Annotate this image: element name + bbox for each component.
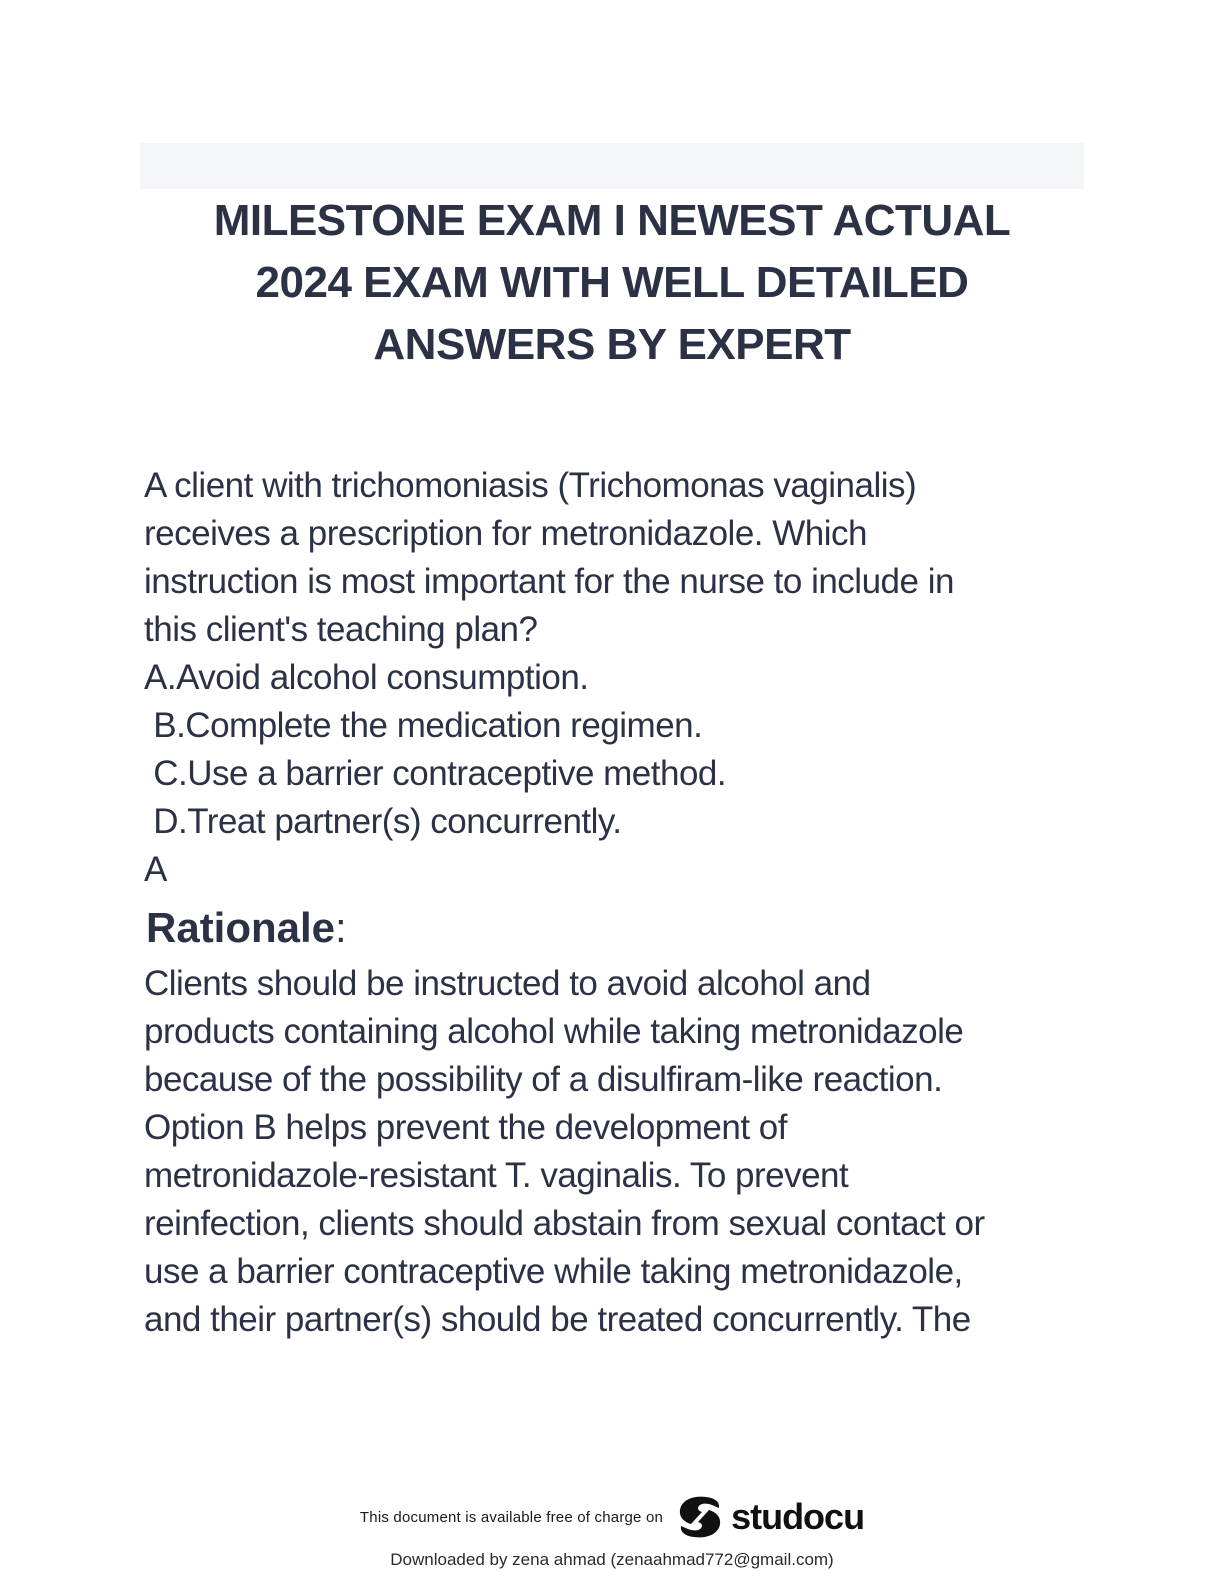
- downloaded-by-text: Downloaded by zena ahmad (zenaahmad772@gmail.com): [390, 1550, 834, 1569]
- correct-answer-letter: A: [144, 850, 167, 889]
- rationale-line: Clients should be instructed to avoid alcohol and: [144, 964, 871, 1003]
- footer-availability-row: [0, 1494, 1224, 1540]
- page-title-line: MILESTONE EXAM I NEWEST ACTUAL: [213, 196, 1011, 245]
- question-line: A client with trichomoniasis (Trichomonas vaginalis): [144, 466, 917, 505]
- question-text: [144, 462, 1104, 894]
- answer-option-c: C.Use a barrier contraceptive method.: [144, 754, 727, 793]
- rationale-line: reinfection, clients should abstain from sexual contact or: [144, 1204, 985, 1243]
- answer-option-d: D.Treat partner(s) concurrently.: [144, 802, 622, 841]
- answer-option-a: A.Avoid alcohol consumption.: [144, 658, 589, 697]
- question-line: this client's teaching plan?: [144, 610, 538, 649]
- page-title-line: 2024 EXAM WITH WELL DETAILED: [255, 258, 969, 307]
- availability-text: This document is available free of charge on: [359, 1508, 664, 1526]
- rationale-line: products containing alcohol while taking metronidazole: [144, 1012, 964, 1051]
- studocu-link[interactable]: [677, 1494, 864, 1540]
- rationale-heading-colon: :: [335, 904, 347, 951]
- highlight-bar: [140, 143, 1084, 189]
- studocu-wordmark: studocu: [731, 1496, 865, 1537]
- rationale-heading-word: Rationale: [146, 904, 336, 951]
- rationale-line: because of the possibility of a disulfiram-like reaction.: [144, 1060, 943, 1099]
- rationale-line: use a barrier contraceptive while taking metronidazole,: [144, 1252, 963, 1291]
- question-line: instruction is most important for the nurse to include in: [144, 562, 954, 601]
- page-title-line: ANSWERS BY EXPERT: [373, 320, 851, 369]
- rationale-line: and their partner(s) should be treated concurrently. The: [144, 1300, 971, 1339]
- rationale-line: metronidazole-resistant T. vaginalis. To prevent: [144, 1156, 849, 1195]
- studocu-logo-icon: [677, 1494, 723, 1540]
- question-line: receives a prescription for metronidazole. Which: [144, 514, 867, 553]
- answer-option-b: B.Complete the medication regimen.: [144, 706, 703, 745]
- page-title: [120, 190, 1104, 376]
- rationale-line: Option B helps prevent the development of: [144, 1108, 787, 1147]
- rationale-text: [144, 960, 1104, 1344]
- rationale-heading: [146, 902, 347, 954]
